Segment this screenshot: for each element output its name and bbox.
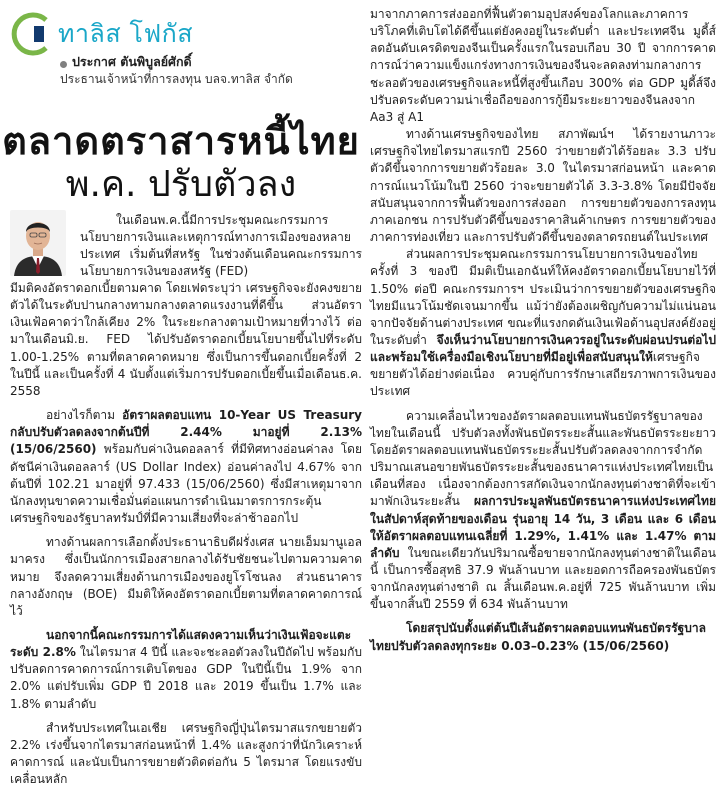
paragraph-asia-cont: มาจากภาคการส่งออกที่ฟื้นตัวตามอุปสงค์ของโลกและภาคการบริโภคที่เติบโตได้ดีขึ้นแต่ยังคงอยู่ในระดับต่ำ และประเทศจีน มูดี้ส์ลดอันดับเครดิตของจีนเป็นครั้งแรกในรอบเกือบ 30 ปี จากการคาดการณ์ว่าความแข็งแกร่งทางการเงินของจีนจะลดลงท่ามกลางการชะลอตัวของเศรษฐกิจและหนี้ที่สูงขึ้นเกือบ 300% ต่อ GDP มูดี้ส์จึงปรับลดระดับความน่าเชื่อถือของการกู้ยืมระยะยาวของจีนลงจาก Aa3 สู่ A1	[370, 7, 716, 124]
highlight-policy: จึงเห็นว่านโยบายการเงินควรอยู่ในระดับผ่อนปรนต่อไป และพร้อมใช้เครื่องมือเชิงนโยบายที่มีอยู่เพื่อสนับสนุนให้	[370, 332, 716, 365]
paragraph-summary	[370, 620, 716, 654]
paragraph-thai-mpc	[370, 246, 716, 400]
article-column-left	[10, 280, 362, 788]
text: ส่วนผลการประชุมคณะกรรมการนโยบายการเงินของไทยครั้งที่ 3 ของปี มีมติเป็นเอกฉันท์ให้คงอัตราดอกเบี้ยนโยบายไว้ที่ 1.50% ต่อปี คณะกรรมการฯ ประเมินว่าการขยายตัวของเศรษฐกิจไทยมีแนวโน้มชัดเจนมากขึ้น แม้ว่ายังต้องเผชิญกับความไม่แน่นอนจากปัจจัยด้านต่างประเทศ ขณะที่แรงกดดันเงินเฟ้อด้านอุปสงค์ยังอยู่ในระดับต่ำ	[370, 247, 716, 347]
paragraph-france-uk: ทางด้านผลการเลือกตั้งประธานาธิบดีฝรั่งเศส นายเอ็มมานูเอล มาครง ซึ่งเป็นนักการเมืองสายกลางได้รับชัยชนะไปตามความคาดหมาย จึงลดความเสี่ยงด้านการเมืองของยูโรโซนลง ส่วนธนาคารกลางอังกฤษ (BOE) มีมติให้คงอัตราดอกเบี้ยตามที่ตลาดคาดการณ์ไว้	[10, 535, 362, 618]
highlight-treasury: อัตราผลตอบแทน 10-Year US Treasury กลับปรับตัวลดลงจากต้นปีที่ 2.44% มาอยู่ที่ 2.13% (15/06/2560)	[10, 408, 362, 457]
paragraph-fed: มีมติคงอัตราดอกเบี้ยตามคาด โดยเฟดระบุว่า เศรษฐกิจจะยังคงขยายตัวได้ในระดับปานกลางทามกลางตลาดแรงงานที่ดีขึ้น ส่วนอัตราเงินเฟ้อคาดว่าใกล้เคียง 2% ในระยะกลางตามเป้าหมายที่วางไว้ ต่อมาในเดือนมิ.ย. FED ได้ปรับอัตราดอกเบี้ยนโยบายขึ้นไปที่ระดับ 1.00-1.25% ตามที่ตลาดคาดหมาย ซึ่งเป็นการขึ้นดอกเบี้ยครั้งที่ 2 ในปีนี้ และเป็นครั้งที่ 4 นับตั้งแต่เริ่มการปรับดอกเบี้ยขึ้นเมื่อเดือนธ.ค. 2558	[10, 281, 362, 398]
article-column-left-top	[80, 212, 362, 281]
highlight-inflation: นอกจากนี้คณะกรรมการได้แสดงความเห็นว่าเงินเฟ้อจะแตะระดับ 2.8%	[10, 627, 352, 660]
paragraph-thai-economy: ทางด้านเศรษฐกิจของไทย สภาพัฒน์ฯ ได้รายงานภาวะเศรษฐกิจไทยไตรมาสแรกปี 2560 ว่าขยายตัวได้ร้อยละ 3.3 ปรับตัวดีขึ้นจากการขยายตัวร้อยละ 3.0 ในไตรมาสก่อนหน้า และคาดการณ์แนวโน้มในปี 2560 ว่าจะขยายตัวได้ 3.3-3.8% โดยมีปัจจัยสนับสนุนจากการฟื้นตัวของการส่งออก การขยายตัวของการลงทุนภาคเอกชน การปรับตัวดีขึ้นของราคาสินค้าเกษตร การขยายตัวของภาคการท่องเที่ยว และการปรับตัวดีขึ้นของตลาดรถยนต์ในประเทศ	[370, 127, 716, 245]
text: อย่างไรก็ตาม	[46, 408, 123, 423]
headline-line-1: ตลาดตราสารหนี้ไทย	[2, 119, 360, 163]
article-column-right	[370, 6, 716, 655]
author-role: ประธานเจ้าหน้าที่การลงทุน บลจ.ทาลิส จำกัด	[60, 72, 293, 86]
text: พร้อมกับค่าเงินดอลลาร์ ที่มีทิศทางอ่อนค่าลง โดยดัชนีค่าเงินดอลลาร์ (US Dollar Index) อ่อนค่าลงไป 4.67% จากต้นปีที่ 102.21 มาอยู่ที่ 97.433 (15/06/2560) ซึ่งมีสาเหตุมาจากนักลงทุนขาดความเชื่อมั่นต่อแผนการดำเนินมาตรการกระตุ้นเศรษฐกิจของรัฐบาลทรัมป์ที่มีความเสี่ยงที่จะล่าช้าออกไป	[10, 442, 362, 526]
author-photo	[10, 210, 66, 276]
text: เศรษฐกิจขยายตัวได้อย่างต่อเนื่อง ควบคู่กับการรักษาเสถียรภาพการเงินของประเทศ	[370, 350, 716, 399]
brand-name: ทาลิส โฟกัส	[58, 19, 194, 48]
paragraph-us-treasury	[10, 407, 362, 527]
highlight-summary: โดยสรุปนับตั้งแต่ต้นปีเส้นอัตราผลตอบแทนพันธบัตรรัฐบาลไทยปรับตัวลดลงทุกระยะ 0.03–0.23% (15/06/2560)	[370, 621, 706, 653]
text: ในขณะเดียวกันปริมาณซื้อขายจากนักลงทุนต่างชาติในเดือนนี้ เป็นการซื้อสุทธิ 37.9 พันล้านบาท และยอดการถือครองพันธบัตรจากนักลงทุนต่างชาติ ณ สิ้นเดือนพ.ค.อยู่ที่ 725 พันล้านบาท เพิ่มขึ้นจากสิ้นปี 2559 ที่ 634 พันล้านบาท	[370, 545, 716, 612]
author-name: ประกาศ ตันพิบูลย์ศักดิ์	[72, 54, 192, 69]
bullet-icon	[60, 61, 67, 68]
paragraph-thai-bonds	[370, 408, 716, 614]
headline-line-2: พ.ค. ปรับตัวลง	[65, 164, 297, 205]
paragraph-asia: สำหรับประเทศในเอเชีย เศรษฐกิจญี่ปุ่นไตรมาสแรกขยายตัว 2.2% เร่งขึ้นจากไตรมาสก่อนหน้าที่ 1.4% และสูงกว่าที่นักวิเคราะห์คาดการณ์ และนับเป็นการขยายตัวติดต่อกัน 5 ไตรมาส โดยแรงขับเคลื่อนหลัก	[10, 720, 362, 787]
paragraph-intro: ในเดือนพ.ค.นี้มีการประชุมคณะกรรมการนโยบายการเงินและเหตุการณ์ทางการเมืองของหลายประเทศ เริ่มต้นที่สหรัฐ ในช่วงต้นเดือนคณะกรรมการนโยบายการเงินของสหรัฐ (FED)	[80, 213, 362, 279]
paragraph-inflation	[10, 627, 362, 713]
text: ความเคลื่อนไหวของอัตราผลตอบแทนพันธบัตรรัฐบาลของไทยในเดือนนี้ ปรับตัวลงทั้งพันธบัตรระยะสั้นและพันธบัตรระยะยาว โดยอัตราผลตอบแทนพันธบัตรระยะสั้นปรับตัวลดลงจากการจำกัดปริมาณเสนอขายพันธบัตรระยะสั้นของธนาคารแห่งประเทศไทยเป็นเดือนที่สอง เนื่องจากต้องการสกัดเงินจากนักลงทุนต่างชาติที่จะเข้ามาพักเงินระยะสั้น	[370, 408, 716, 509]
text: ในไตรมาส 4 ปีนี้ และจะชะลอตัวลงในปีถัดไป พร้อมกับปรับลดการคาดการณ์การเติบโตของ GDP ในปีนี้เป็น 1.9% จาก 2.0% แต่ปรับเพิ่ม GDP ปี 2018 และ 2019 ขึ้นเป็น 1.7% และ 1.8% ตามลำดับ	[10, 645, 362, 711]
brand-logo-icon	[10, 12, 54, 56]
highlight-bot-auction: ผลการประมูลพันธบัตรธนาคารแห่งประเทศไทยในสัปดาห์สุดท้ายของเดือน รุ่นอายุ 14 วัน, 3 เดือน และ 6 เดือน ให้อัตราผลตอบแทนเฉลี่ยที่ 1.29%, 1.41% และ 1.47% ตามลำดับ	[370, 494, 716, 560]
column-header	[0, 0, 370, 100]
